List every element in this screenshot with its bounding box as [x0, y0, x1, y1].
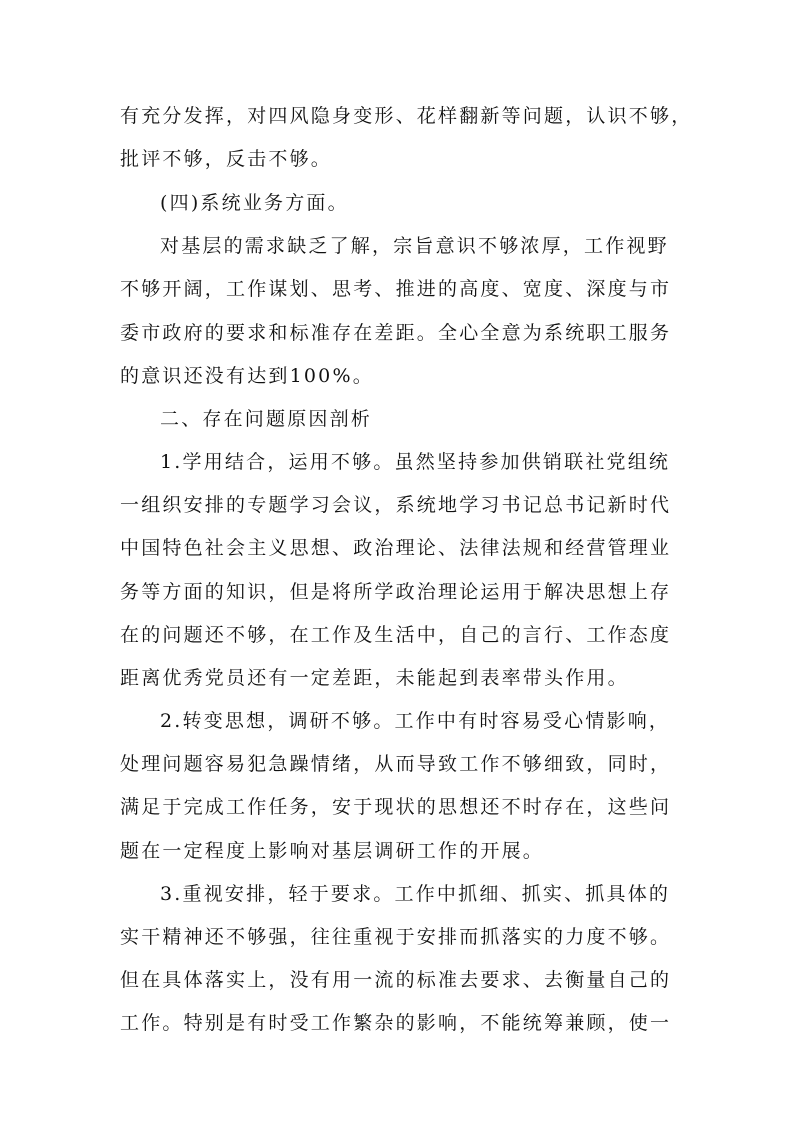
text-line: 在的问题还不够，在工作及生活中，自己的言行、工作态度 — [120, 624, 672, 646]
text-line: 处理问题容易犯急躁情绪，从而导致工作不够细致，同时， — [120, 753, 672, 775]
text-line: 一组织安排的专题学习会议，系统地学习书记总书记新时代 — [120, 494, 672, 516]
text-line: 实干精神还不够强，往往重视于安排而抓落实的力度不够。 — [120, 926, 672, 948]
text-line: 题在一定程度上影响对基层调研工作的开展。 — [120, 840, 545, 862]
text-line: 1.学用结合，运用不够。虽然坚持参加供销联社党组统 — [160, 451, 671, 473]
text-line: 的意识还没有达到100%。 — [120, 365, 374, 387]
text-line: 工作。特别是有时受工作繁杂的影响，不能统筹兼顾，使一 — [120, 1012, 672, 1034]
text-line: 有充分发挥，对四风隐身变形、花样翻新等问题，认识不够， — [120, 105, 693, 127]
section-heading: 二、存在问题原因剖析 — [160, 408, 373, 430]
text-line: 3.重视安排，轻于要求。工作中抓细、抓实、抓具体的 — [160, 883, 671, 905]
text-line: 满足于完成工作任务，安于现状的思想还不时存在，这些问 — [120, 796, 672, 818]
text-line: 中国特色社会主义思想、政治理论、法律法规和经营管理业 — [120, 537, 672, 559]
text-line: 批评不够，反击不够。 — [120, 148, 333, 170]
text-line: 对基层的需求缺乏了解，宗旨意识不够浓厚，工作视野 — [160, 235, 669, 257]
text-line: 务等方面的知识，但是将所学政治理论运用于解决思想上存 — [120, 581, 672, 603]
text-line: 不够开阔，工作谋划、思考、推进的高度、宽度、深度与市 — [120, 278, 672, 300]
text-line: 2.转变思想，调研不够。工作中有时容易受心情影响， — [160, 710, 671, 732]
text-line: 距离优秀党员还有一定差距，未能起到表率带头作用。 — [120, 667, 629, 689]
text-line: 委市政府的要求和标准存在差距。全心全意为系统职工服务 — [120, 322, 672, 344]
text-line: 但在具体落实上，没有用一流的标准去要求、去衡量自己的 — [120, 969, 672, 991]
section-heading: (四)系统业务方面。 — [160, 192, 349, 214]
